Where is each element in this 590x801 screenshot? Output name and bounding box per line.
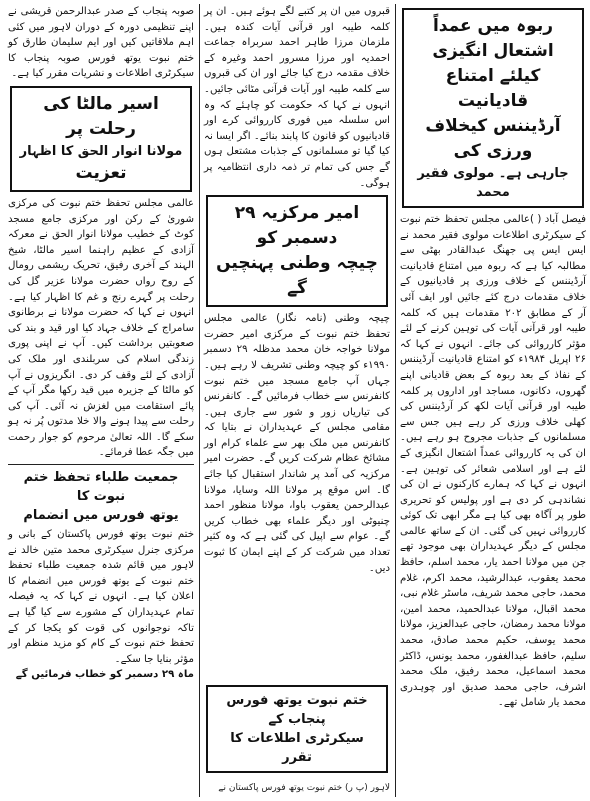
right-headline-line4: جارہی ہے۔ مولوی فقیر محمد [417,166,569,200]
left-bottom-body: ختم نبوت یوتھ فورس پاکستان کے بانی و مرکزی جنرل سیکرٹری محمد متین خالد نے لاہور میں قائم شدہ جمعیت طلباء تحفظ ختم نبوت کے یوتھ فورس میں انضمام کا اعلان کیا ہے۔ انہوں نے کہا کہ یہ فیصلہ تمام عہدیداران کے مشورے سے کیا گیا ہے تاکہ نوجوانوں کی قوت کو یکجا کر کے تحفظ ختم نبوت کے کام کو مزید منظم اور مؤثر بنایا جا سکے۔ [8,529,194,665]
middle-top-body: قبروں میں ان پر کتبے لگے ہوئے ہیں۔ ان پر کلمہ طیبہ اور قرآنی آیات کندہ ہیں۔ ملزمان مرزا طاہر احمد سربراہ جماعت احمدیہ اور مرزا مسرور احمد وغیرہ کے خلاف مقدمہ درج کیا جائے اور ان کی قبروں سے کلمہ طیبہ اور آیات قرآنی مٹائی جائیں۔ انہوں نے کہا کہ حکومت کو چاہئے کہ وہ اس سلسلہ میں فوری کارروائی کرے اور قادیانیوں کو قانون کا پابند بنائے۔ اگر ایسا نہ کیا گیا تو مسلمانوں کے جذبات مشتعل ہوں گے جس کی تمام تر ذمہ داری انتظامیہ پر ہوگی۔ [204,6,390,189]
left-headline-line2: مولانا انوار الحق کا اظہار [19,143,183,159]
left-bold-headline-line2: یوتھ فورس میں انضمام [23,508,179,524]
left-top-body: صوبہ پنجاب کے صدر عبدالرحمن قریشی نے اپنے تنظیمی دورہ کے دوران لاہور میں کئی اہم ملاقاتیں کیں اور ایم سلیمان طارق کو ختم نبوت یوتھ فورس صوبہ پنجاب کا سیکرٹری اطلاعات و نشریات مقرر کیا ہے۔ [8,6,194,80]
left-headline-line3: تعزیت [75,162,127,183]
column-divider-right [395,4,396,797]
middle-bottom-dateline: لاہور (پ ر) ختم نبوت یوتھ فورس پاکستان نے [200,781,394,797]
left-bottom-date: ماہ ۲۹ دسمبر کو خطاب فرمائیں گے [15,669,194,681]
left-separator [8,464,194,465]
middle-article-body: چیچہ وطنی (نامہ نگار) عالمی مجلس تحفظ ختم نبوت کے مرکزی امیر حضرت مولانا خواجہ خان محمد مدظلہ ۲۹ دسمبر ۱۹۹۰ء کو چیچہ وطنی تشریف لا رہے ہیں۔ جہاں آپ جامع مسجد میں ختم نبوت کانفرنس سے خطاب فرمائیں گے۔ کانفرنس کی تیاریاں زور و شور سے جاری ہیں۔ مقامی مجلس کے عہدیداران نے بتایا کہ کانفرنس میں ملک بھر سے علماء کرام اور مشائخ عظام شرکت کریں گے۔ حضرت امیر مرکزیہ کی آمد پر شاندار استقبال کیا جائے گا۔ اس موقع پر مولانا اللہ وسایا، مولانا عبدالرحمن یعقوب باوا، مولانا منظور احمد چنیوٹی اور دیگر علماء بھی خطاب کریں گے۔ عوام سے اپیل کی گئی ہے کہ وہ کثیر تعداد میں شرکت کر کے اپنے ایمان کا ثبوت دیں۔ [204,313,390,574]
middle-headline-line1: امیر مرکزیہ ۲۹ دسمبر کو [234,203,360,249]
right-column [396,0,590,801]
left-headline-line1: اسیر مالٹا کی رحلت پر [43,93,159,139]
middle-bottom-box [206,685,388,773]
middle-column [200,0,394,801]
right-headline-line3: آرڈیننس کیخلاف ورزی کی [425,116,561,161]
middle-headline-box [206,195,388,307]
right-headline-box [402,8,584,208]
middle-headline-line2: چیچہ وطنی پہنچیں گے [216,253,378,299]
middle-bottom-headline-line2: سیکرٹری اطلاعات کا تقرر [230,731,364,765]
right-headline-line1: ربوہ میں عمداً اشتعال انگیزی [432,16,554,61]
right-article-body: فیصل آباد ( )عالمی مجلس تحفظ ختم نبوت کے سیکرٹری اطلاعات مولوی فقیر محمد نے ایس ایس پی جھنگ عبدالقادر بھٹی سے مطالبہ کیا ہے کہ ربوہ میں امتناع قادیانیت آرڈیننس کے خلاف ورزی پر قادیانیوں کے خلاف مقدمات درج کئے جائیں اور ایف آئی آر کے مطابق ۲۰۲ مقدمات ہیں کہ کلمہ طیبہ اور قرآنی آیات کی توہین کرنے کے لئے مؤثر کارروائی کی جائے۔ انہوں نے کہا کہ ۲۶ اپریل ۱۹۸۴ء کو امتناع قادیانیت آرڈیننس کے نفاذ کے بعد ربوہ کے بعض قادیانی اپنے گھروں، دکانوں، مساجد اور اداروں پر کلمہ طیبہ اور قرآنی آیات لکھ کر آرڈیننس کی کھلی خلاف ورزی کر رہے ہیں جس سے مسلمانوں کے جذبات مجروح ہو رہے ہیں۔ ان کی یہ کارروائی عمداً اشتعال انگیزی کے لئے ہے اور اسلامی شعائر کی توہین ہے۔ انہوں نے کہا کہ ہمارے کارکنوں نے ان کی نشاندہی کر دی ہے اور پولیس کو تحریری طور پر آگاہ بھی کیا ہے مگر ابھی تک کوئی کارروائی نہیں کی گئی۔ ان کے ساتھ عالمی مجلس کے دیگر عہدیداران بھی موجود تھے جن میں مولانا احمد یار، محمد اسلم، حافظ محمد یعقوب، عبدالرشید، محمد اکرم، غلام محمد، حاجی محمد شریف، ماسٹر غلام نبی، محمد اقبال، مولانا عبدالحمید، محمد امین، مولانا محمد رمضان، حاجی عبدالعزیز، مولانا محمد یوسف، حکیم محمد صادق، محمد سلیم، حافظ عبدالغفور، محمد یونس، ڈاکٹر محمد اسماعیل، محمد رفیق، ملک محمد اشرف، حاجی محمد صدیق اور چوہدری محمد یار شامل تھے۔ [400,214,586,709]
left-bold-headline-line1: جمعیت طلباء تحفظ ختم نبوت کا [23,470,179,505]
left-article-body: عالمی مجلس تحفظ ختم نبوت کی مرکزی شوریٰ کے رکن اور مرکزی جامع مسجد کوٹ کے خطیب مولانا انوار الحق نے معرکہ آزادی کے عظیم راہنما اسیر مالٹا، شیخ الہند کے آخری رفیق، تحریک ریشمی رومال کے روح رواں حضرت مولانا عزیر گل کی رحلت پر گہرے رنج و غم کا اظہار کیا ہے۔ انہوں نے کہا کہ حضرت مولانا نے برطانوی سامراج کے خلاف جہاد کیا اور قید و بند کی صعوبتیں برداشت کیں۔ آپ نے اپنی پوری زندگی اسلام کی سربلندی اور ملک کی آزادی کے لئے وقف کر دی۔ انگریزوں نے آپ کو مالٹا کے جزیرہ میں قید رکھا مگر آپ کے پائے استقامت میں لغزش نہ آئی۔ آپ کی رحلت سے پیدا ہونے والا خلا مدتوں پُر نہ ہو سکے گا۔ اللہ تعالیٰ مرحوم کو جوار رحمت میں جگہ عطا فرمائے۔ [8,197,194,459]
left-bold-headline [10,468,192,525]
left-headline-box [10,86,192,192]
right-headline-line2: کیلئے امتناع قادیانیت [445,66,541,111]
column-divider-left [199,4,200,797]
middle-bottom-headline-line1: ختم نبوت یوتھ فورس پنجاب کے [226,693,368,727]
left-column [4,0,198,801]
